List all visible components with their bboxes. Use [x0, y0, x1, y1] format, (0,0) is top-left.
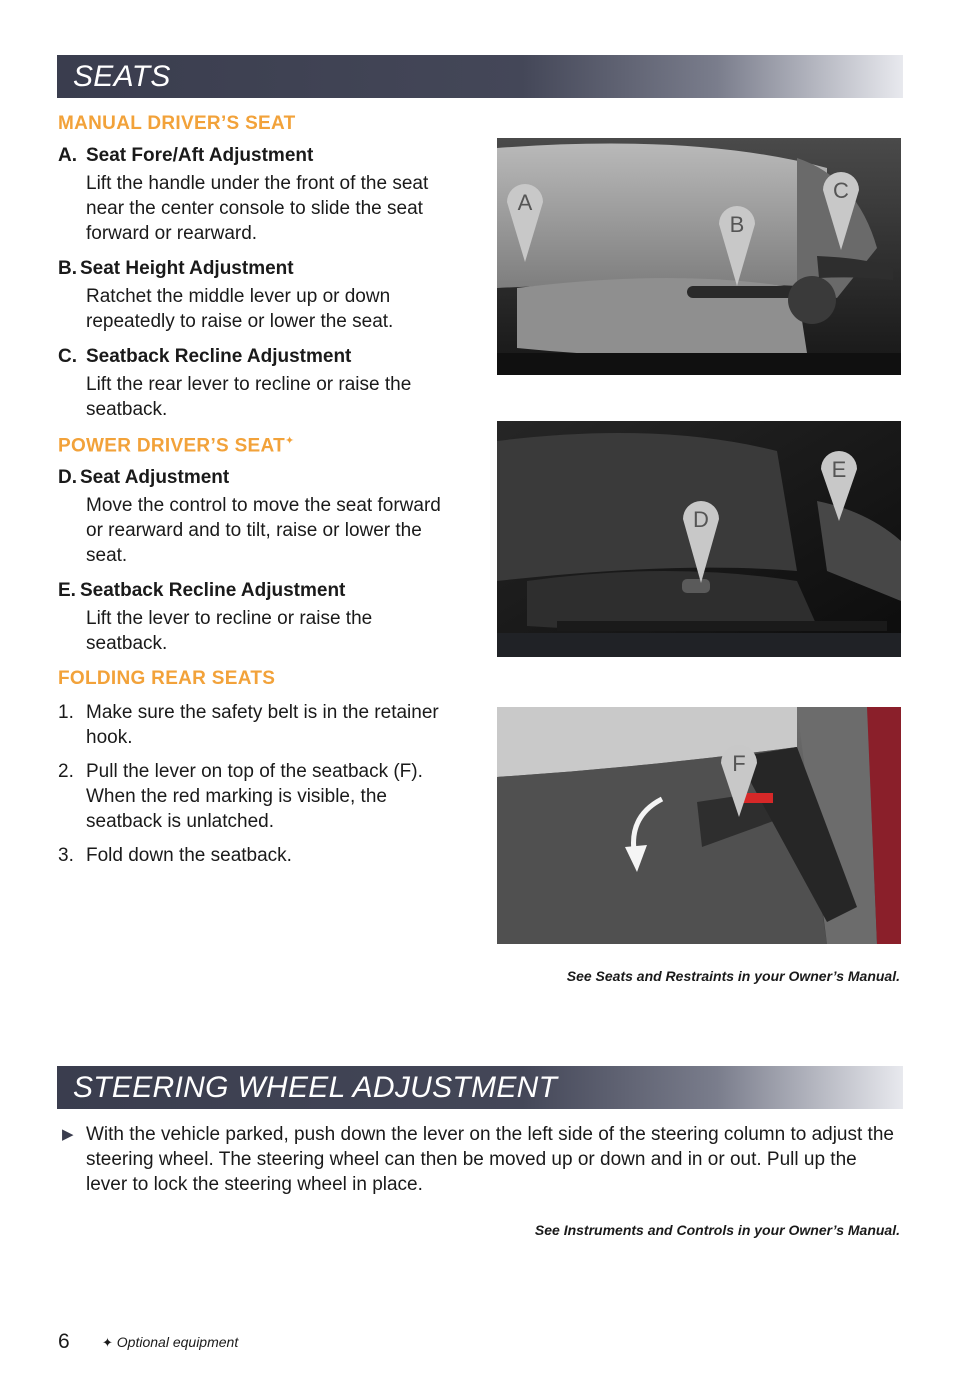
callout-e: E	[831, 457, 847, 482]
item-body: Lift the handle under the front of the seat near the center console to slide the seat forward or rearward.	[86, 173, 429, 244]
rear-seat-photo	[497, 707, 901, 944]
bullet-arrow-icon: ▶	[62, 1126, 74, 1143]
callout-pin-icon	[721, 745, 757, 817]
callout-a: A	[517, 190, 533, 215]
callout-pin-icon	[821, 451, 857, 521]
power-item-e	[58, 580, 448, 656]
callout-pin-icon	[507, 184, 543, 262]
optional-mark: ✦	[285, 435, 295, 447]
power-seat-heading: POWER DRIVER’S SEAT✦	[58, 435, 295, 457]
item-title: Seatback Recline Adjustment	[86, 346, 352, 367]
steering-reference: See Instruments and Controls in your Owner’s Manual.	[534, 1222, 900, 1238]
manual-item-b	[58, 258, 448, 334]
optional-star-icon: ✦	[102, 1335, 113, 1350]
steering-banner: STEERING WHEEL ADJUSTMENT	[57, 1066, 903, 1109]
item-letter: C.	[58, 346, 77, 367]
manual-item-a	[58, 145, 448, 246]
power-item-d	[58, 467, 448, 568]
manual-seat-heading: MANUAL DRIVER’S SEAT	[58, 113, 296, 134]
item-letter: B.	[58, 258, 77, 279]
manual-seat-photo	[497, 138, 901, 375]
item-letter: A.	[58, 145, 77, 166]
steering-instruction: ▶ With the vehicle parked, push down the lever on the left side of the steering column to adjust the steering wheel. The steering wheel can then be moved up or down and in or out. Pull up the lever to lock the steering wheel in place.	[62, 1124, 894, 1195]
callout-b: B	[729, 212, 745, 237]
callout-f: F	[732, 751, 746, 776]
callout-c: C	[833, 178, 849, 203]
item-letter: E.	[58, 580, 76, 602]
list-item: 3. Fold down the seatback.	[58, 845, 292, 867]
page-number: 6	[58, 1330, 70, 1353]
list-item: 1. Make sure the safety belt is in the retainer hook.	[58, 702, 439, 749]
power-seat-photo	[497, 421, 901, 657]
manual-item-c	[58, 346, 448, 422]
callout-pin-icon	[823, 172, 859, 250]
item-body: Lift the rear lever to recline or raise the seatback.	[86, 374, 412, 420]
item-body: Ratchet the middle lever up or down repeatedly to raise or lower the seat.	[86, 286, 394, 332]
list-item: 2. Pull the lever on top of the seatback (F). When the red marking is visible, the seatback is unlatched.	[58, 761, 423, 833]
callout-pin-icon	[719, 206, 755, 286]
item-body: Move the control to move the seat forward or rearward and to tilt, raise or lower the seat.	[86, 495, 441, 567]
item-letter: D.	[58, 467, 77, 489]
folding-steps-list	[58, 700, 448, 868]
item-title: Seatback Recline Adjustment	[80, 580, 346, 602]
folding-seats-heading: FOLDING REAR SEATS	[58, 668, 276, 690]
callout-pin-icon	[683, 501, 719, 583]
seats-banner: SEATS	[57, 55, 903, 98]
seats-text-column	[58, 113, 448, 877]
item-title: Seat Height Adjustment	[80, 258, 294, 279]
optional-equipment-note: ✦ Optional equipment	[102, 1334, 239, 1350]
item-body: Lift the lever to recline or raise the seatback.	[86, 608, 373, 655]
seats-reference: See Seats and Restraints in your Owner’s Manual.	[566, 968, 900, 984]
callout-d: D	[693, 507, 709, 532]
item-title: Seat Fore/Aft Adjustment	[86, 145, 314, 166]
item-title: Seat Adjustment	[80, 467, 230, 489]
